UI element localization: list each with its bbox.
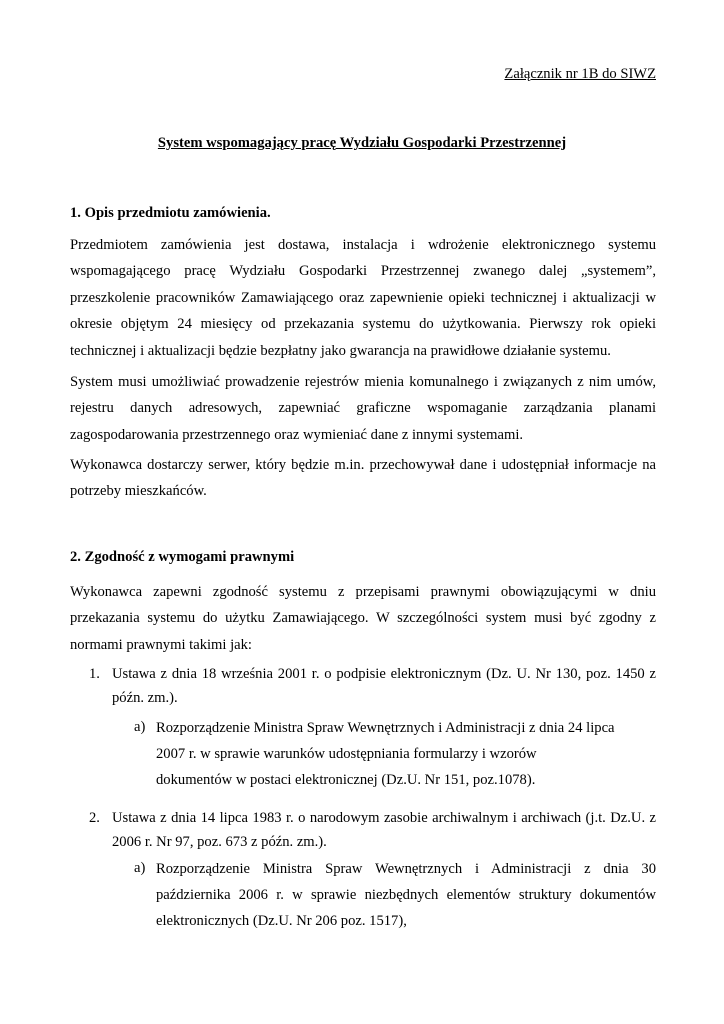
list-item-text: Ustawa z dnia 14 lipca 1983 r. o narodowym zasobie archiwalnym i archiwach (j.t. Dz.U. z 2006 r. Nr 97, poz. 673 z późn. zm.). <box>112 810 656 850</box>
document-title: System wspomagający pracę Wydziału Gospodarki Przestrzennej <box>157 135 567 151</box>
sub-item-letter: a) <box>134 860 146 876</box>
section-1-paragraph-1: Przedmiotem zamówienia jest dostawa, instalacja i wdrożenie elektronicznego systemu wspomagającego pracę Wydziału Gospodarki Przestrzennej zwanego dalej „systemem”, przeszkolenie pracowników Zamawiającego oraz zapewnienie opieki technicznej i aktualizacji w okresie objętym 24 miesięcy od przekazania systemu do użytkowania. Pierwszy rok opieki technicznej i aktualizacji będzie bezpłatny jako gwarancja na prawidłowe działanie systemu. <box>70 237 656 359</box>
section-1-paragraph-2: System musi umożliwiać prowadzenie rejestrów mienia komunalnego i związanych z nim umów, rejestru danych adresowych, zapewniać graficzne wspomaganie zarządzania planami zagospodarowania przestrzennego oraz wymieniać dane z innymi systemami. <box>70 374 656 443</box>
sub-item-line: 2007 r. w sprawie warunków udostępniania formularzy i wzorów <box>156 746 537 762</box>
section-1-heading: 1. Opis przedmiotu zamówienia. <box>70 205 271 221</box>
sub-item-text <box>156 715 626 793</box>
sub-item-text: Rozporządzenie Ministra Spraw Wewnętrznych i Administracji z dnia 30 października 2006 r. w sprawie niezbędnych elementów struktury dokumentów elektronicznych (Dz.U. Nr 206 poz. 1517), <box>156 861 656 929</box>
annex-label: Załącznik nr 1B do SIWZ <box>504 66 656 82</box>
list-item-number: 1. <box>89 666 100 682</box>
list-item-number: 2. <box>89 810 100 826</box>
list-item-text: Ustawa z dnia 18 września 2001 r. o podpisie elektronicznym (Dz. U. Nr 130, poz. 1450 z późn. zm.). <box>112 666 656 706</box>
sub-item-line: dokumentów w postaci elektronicznej (Dz.U. Nr 151, poz.1078). <box>156 772 536 788</box>
section-2-intro: Wykonawca zapewni zgodność systemu z przepisami prawnymi obowiązującymi w dniu przekazania systemu do użytku Zamawiającego. W szczególności system musi być zgodny z normami prawnymi takimi jak: <box>70 584 656 653</box>
sub-item-letter: a) <box>134 719 146 735</box>
section-2-heading: 2. Zgodność z wymogami prawnymi <box>70 549 295 565</box>
sub-item-line: Rozporządzenie Ministra Spraw Wewnętrznych i Administracji z dnia 24 lipca <box>156 720 615 736</box>
section-1-paragraph-3: Wykonawca dostarczy serwer, który będzie m.in. przechowywał dane i udostępniał informacje na potrzeby mieszkańców. <box>70 457 656 500</box>
